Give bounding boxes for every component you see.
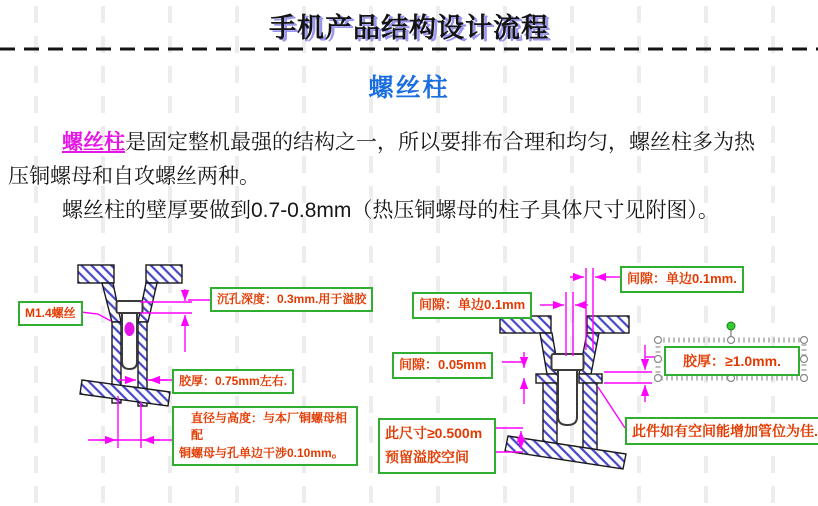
resize-handle[interactable] [728, 337, 735, 344]
right-seat-tab-right [579, 374, 602, 383]
label-m14-screw: M1.4螺丝 [18, 301, 83, 326]
label-counterbore-depth: 沉孔深度：0.3mm.用于溢胶 [210, 287, 373, 312]
paragraph-1-line-2: 压铜螺母和自攻螺丝两种。 [8, 165, 260, 188]
label-gap-top: 间隙：单边0.1mm. [620, 266, 744, 293]
label-reserve-space [378, 418, 496, 474]
paragraph-1-rest: 是固定整机最强的结构之一，所以要排布合理和均匀，螺丝柱多为热 [125, 131, 755, 154]
right-boss-column-left [543, 383, 557, 445]
label-glue-thickness-075: 胶厚：0.75mm左右. [172, 369, 294, 394]
body-text [8, 126, 808, 228]
section-title: 螺丝柱 [368, 74, 450, 102]
resize-handle[interactable] [801, 375, 808, 382]
resize-handle[interactable] [801, 337, 808, 344]
label-add-tube-note: 此件如有空间能增加管位为佳. [625, 417, 818, 445]
screw-head [117, 301, 143, 313]
resize-handle[interactable] [655, 356, 662, 363]
paragraph-2: 螺丝柱的壁厚要做到0.7-0.8mm（热压铜螺母的柱子具体尺寸见附图）。 [62, 199, 719, 222]
paragraph-1-line-1 [62, 126, 808, 160]
page-title: 手机产品结构设计流程 [269, 13, 549, 43]
rotation-handle[interactable] [727, 322, 735, 330]
selected-textbox-glue-min[interactable]: 胶厚：≥1.0mm. [664, 346, 800, 376]
resize-handle[interactable] [801, 356, 808, 363]
label-diameter-line-2: 铜螺母与孔单边干涉0.10mm。 [179, 445, 344, 460]
left-top-cover-left [78, 265, 114, 283]
left-top-cover-right [146, 265, 182, 283]
screw-shank [122, 313, 137, 369]
label-diameter-line-1: 直径与高度：与本厂铜螺母相配 [191, 411, 348, 443]
label-gap-small: 间隙：0.05mm [392, 352, 493, 379]
glue-dot [125, 322, 135, 336]
resize-handle[interactable] [655, 337, 662, 344]
label-diameter-height [172, 406, 358, 466]
label-gap-left: 间隙：单边0.1mm [412, 292, 532, 319]
resize-handle[interactable] [655, 375, 662, 382]
insert-head [552, 354, 584, 370]
label-reserve-space-line-2: 预留溢胶空间 [385, 448, 469, 465]
label-reserve-space-line-1: 此尺寸≥0.500m [385, 425, 483, 441]
lead-word-screw-boss: 螺丝柱 [62, 131, 125, 154]
right-seat-tab-left [536, 374, 558, 383]
insert-shank [558, 370, 577, 425]
